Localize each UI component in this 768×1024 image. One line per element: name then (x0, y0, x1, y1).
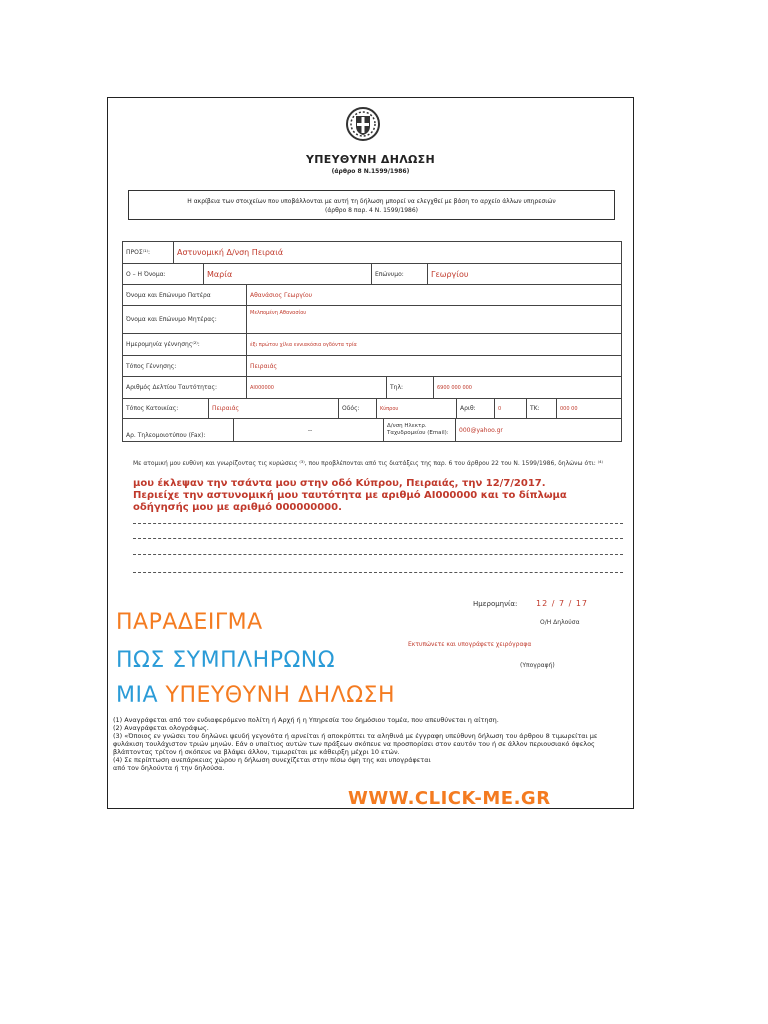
declaration-statement[interactable]: μου έκλεψαν την τσάντα μου στην οδό Κύπρου, Πειραιάς, την 12/7/2017. Περιείχε την αστυνομική μου ταυτότητα με αριθμό ΑΙ000000 και το δίπλωμα οδήγησής μου με αριθμό 000000000. (133, 478, 567, 513)
row-birthplace (122, 355, 622, 376)
footnotes (113, 716, 623, 772)
birthplace-label: Τόπος Γέννησης: (126, 362, 177, 370)
row-contact (122, 418, 622, 442)
number-field[interactable]: 0 (494, 399, 526, 418)
document-subtitle: (άρθρο 8 Ν.1599/1986) (331, 168, 410, 175)
to-label: ΠΡΟΣ⁽¹⁾: (126, 249, 151, 256)
birthplace-field[interactable]: Πειραιάς (246, 356, 623, 376)
mother-label: Όνομα και Επώνυμο Μητέρας: (126, 316, 217, 323)
row-father (122, 284, 622, 305)
footnote-2: (2) Αναγράφεται ολογράφως. (113, 724, 209, 732)
postal-label: ΤΚ: (526, 399, 556, 418)
residence-label: Τόπος Κατοικίας: (126, 405, 179, 412)
declaration-intro: Με ατομική μου ευθύνη και γνωρίζοντας τις κυρώσεις ⁽³⁾, που προβλέπονται από τις διατάξεις της παρ. 6 του άρθρου 22 του Ν. 1599/1986, δηλώνω ότι: ⁽⁴⁾ (133, 460, 604, 467)
street-field[interactable]: Κύπρου (376, 399, 456, 418)
row-mother (122, 305, 622, 333)
dashed-line (133, 523, 623, 524)
date-label: Ημερομηνία: (473, 600, 518, 608)
id-field[interactable]: ΑΙ000000 (246, 377, 386, 398)
website-link[interactable]: WWW.CLICK-ME.GR (348, 788, 551, 809)
overlay-declaration-word: ΥΠΕΥΘΥΝΗ ΔΗΛΩΣΗ (165, 683, 395, 708)
overlay-a-declaration (116, 683, 395, 708)
email-field[interactable]: 000@yahoo.gr (455, 419, 623, 441)
declarant-label: Ο/Η Δηλούσα (540, 619, 580, 626)
overlay-example-title: ΠΑΡΑΔΕΙΓΜΑ (116, 610, 263, 635)
verification-notice (128, 190, 615, 220)
date-field[interactable]: 12 / 7 / 17 (536, 599, 589, 608)
row-to (122, 241, 622, 263)
fax-label: Αρ. Τηλεομοιοτύπου (Fax): (126, 432, 206, 439)
surname-field[interactable]: Γεωργίου (427, 264, 623, 284)
name-field[interactable]: Μαρία (203, 264, 371, 284)
father-field[interactable]: Αθανάσιος Γεωργίου (246, 285, 623, 305)
footnote-1: (1) Αναγράφεται από τον ενδιαφερόμενο πολίτη ή Αρχή ή η Υπηρεσία του δημόσιου τομέα, που απευθύνεται η αίτηση. (113, 716, 499, 724)
notice-line-1: Η ακρίβεια των στοιχείων που υποβάλλονται με αυτή τη δήλωση μπορεί να ελεγχθεί με βάση το αρχείο άλλων υπηρεσιών (187, 198, 556, 205)
handwrite-note: Εκτυπώνετε και υπογράφετε χειρόγραφα (408, 641, 532, 648)
dashed-line (133, 572, 623, 573)
id-label: Αριθμός Δελτίου Ταυτότητας: (126, 384, 218, 391)
footnote-3: (3) «Όποιος εν γνώσει του δηλώνει ψευδή γεγονότα ή αρνείται ή αποκρύπτει τα αληθινά με έγγραφη υπεύθυνη δήλωση του άρθρου 8 τιμωρείται με φυλάκιση τουλάχιστον τριών μηνών. Εάν ο υπαίτιος αυτών των πράξεων σκόπευε να προσπορίσει στον εαυτόν του ή σε άλλον περιουσιακό όφελος βλάπτοντας τρίτον ή σκόπευε να βλάψει άλλον, τιμωρείται με κάθειρξη μέχρι 10 ετών. (113, 732, 598, 756)
father-label: Όνομα και Επώνυμο Πατέρα (126, 291, 211, 299)
dashed-line (133, 538, 623, 539)
phone-field[interactable]: 6900 000 000 (433, 377, 623, 398)
number-label: Αριθ: (456, 399, 494, 418)
street-label: Οδός: (338, 399, 376, 418)
signature-label: (Υπογραφή) (520, 662, 555, 669)
row-birthdate (122, 333, 622, 355)
row-residence (122, 398, 622, 418)
postal-field[interactable]: 000 00 (556, 399, 623, 418)
fax-field[interactable]: -- (233, 419, 383, 441)
to-field[interactable]: Αστυνομική Δ/νση Πειραιά (173, 242, 623, 263)
residence-field[interactable]: Πειραιάς (208, 399, 338, 418)
birthdate-label: Ημερομηνία γέννησης⁽²⁾: (126, 341, 200, 348)
row-id (122, 376, 622, 398)
greek-coat-of-arms-icon (345, 106, 381, 142)
row-name (122, 263, 622, 284)
overlay-a-word: ΜΙΑ (116, 683, 166, 708)
mother-field[interactable]: Μελπομένη Αθανασίου (246, 306, 623, 333)
surname-label: Επώνυμο: (371, 264, 427, 284)
phone-label: Τηλ: (386, 377, 433, 398)
declaration-page (107, 97, 634, 809)
email-label: Δ/νση Ηλεκτρ. Ταχυδρομείου (Email): (383, 419, 455, 441)
document-title: ΥΠΕΥΘΥΝΗ ΔΗΛΩΣΗ (305, 153, 435, 166)
name-label: Ο – Η Όνομα: (126, 270, 166, 278)
birthdate-field[interactable]: έξι πρώτου χίλια εννιακόσια ογδόντα τρία (246, 334, 623, 355)
footnote-4: (4) Σε περίπτωση ανεπάρκειας χώρου η δήλωση συνεχίζεται στην πίσω όψη της και υπογράφεται από τον δηλούντα ή την δηλούσα. (113, 756, 431, 772)
dashed-line (133, 554, 623, 555)
notice-line-2: (άρθρο 8 παρ. 4 Ν. 1599/1986) (324, 207, 418, 214)
overlay-how-to-fill: ΠΩΣ ΣΥΜΠΛΗΡΩΝΩ (116, 648, 336, 673)
